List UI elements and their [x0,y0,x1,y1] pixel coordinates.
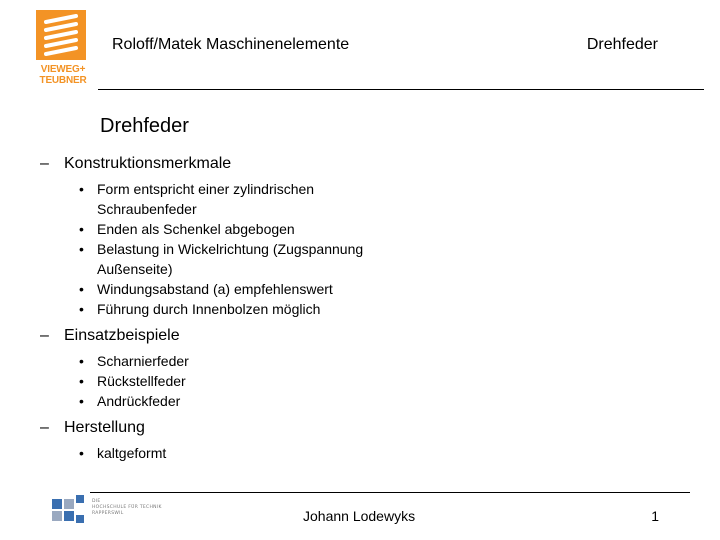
section-heading [40,325,680,347]
list-item-text: Enden als Schenkel abgebogen [97,221,295,237]
logo-square-icon [52,499,62,509]
course-title: Roloff/Matek Maschinenelemente [112,36,350,53]
list-item-text: Form entspricht einer zylindrischen Schraubenfeder [97,181,315,217]
list-item [79,299,417,319]
section-heading [40,417,680,439]
slide-content [40,153,680,469]
logo-spring-mark-icon [36,10,86,60]
list-item [79,443,377,463]
list-item-text: kaltgeformt [97,445,167,461]
logo-line-1: VIEWEG+ [40,64,86,75]
bullet-icon: • [79,393,84,409]
footer-author: Johann Lodewyks [303,508,416,524]
bullet-list [40,443,680,463]
bullet-icon: • [79,181,84,197]
logo-line-2: TEUBNER [39,75,87,86]
logo-text: RAPPERSWIL [92,511,124,516]
list-item [79,391,377,411]
list-item-text: Scharnierfeder [97,353,189,369]
list-item [79,371,377,391]
logo-text: DIE [92,499,101,504]
footer-divider [90,492,690,493]
vieweg-teubner-logo [34,10,90,90]
logo-square-icon [76,515,84,523]
list-item [79,219,377,239]
section-einsatzbeispiele [40,325,680,411]
list-item [79,179,377,219]
section-herstellung [40,417,680,463]
list-item [79,239,377,279]
bullet-list [40,351,680,411]
page-number: 1 [651,508,659,524]
list-item-text: Rückstellfeder [97,373,186,389]
bullet-icon: • [79,373,84,389]
logo-text: HOCHSCHULE FÜR TECHNIK [92,505,162,510]
bullet-icon: • [79,221,84,237]
section-heading [40,153,680,175]
bullet-list [40,179,680,319]
list-item-text: Belastung in Wickelrichtung (Zugspannung Außenseite) [97,241,364,277]
list-item-text: Andrückfeder [97,393,181,409]
list-item [79,279,417,299]
slide-title: Drehfeder [100,115,189,137]
section-konstruktionsmerkmale [40,153,680,319]
hsr-logo [52,495,182,527]
section-heading-text: Herstellung [64,419,145,436]
section-heading-text: Konstruktionsmerkmale [64,155,232,172]
logo-square-icon [64,511,74,521]
bullet-icon: • [79,301,84,317]
header-divider [98,89,704,90]
list-item-text: Führung durch Innenbolzen möglich [97,301,321,317]
list-item [79,351,377,371]
dash-marker: – [40,419,49,436]
logo-square-icon [76,495,84,503]
section-heading-text: Einsatzbeispiele [64,327,180,344]
list-item-text: Windungsabstand (a) empfehlenswert [97,281,333,297]
logo-square-icon [52,511,62,521]
logo-square-icon [64,499,74,509]
dash-marker: – [40,327,49,344]
bullet-icon: • [79,281,84,297]
bullet-icon: • [79,353,84,369]
header-topic: Drehfeder [586,36,658,53]
bullet-icon: • [79,241,84,257]
dash-marker: – [40,155,49,172]
bullet-icon: • [79,445,84,461]
